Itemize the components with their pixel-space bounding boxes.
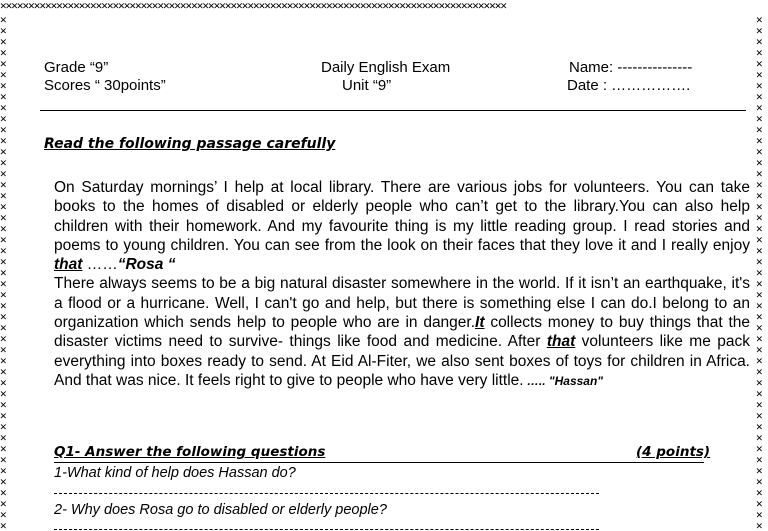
q1-underline [54, 462, 704, 463]
decorative-border-right: ✕ ✕ ✕ ✕ ✕ ✕ ✕ ✕ ✕ ✕ ✕ ✕ ✕ ✕ ✕ ✕ ✕ ✕ ✕ ✕ ✕ ✕ ✕ ✕ ✕ ✕ ✕ ✕ ✕ ✕ ✕ ✕ ✕ ✕ ✕ ✕ ✕ ✕ ✕ ✕ ✕ ✕ ✕ ✕ ✕ ✕ ✕ [756, 14, 763, 531]
passage-p1-text: On Saturday mornings’ I help at local library. There are various jobs for volunteers. You can take books to the homes of disabled or elderly people who can’t get to the library.You can also help children with their homework. And my favourite thing is my little reading group. I read stories and poems to young children. You can see from the look on their faces that they love it and I really enjoy [54, 179, 750, 254]
passage-p2-text-b: collects money to buy things that the disaster victims need to survive- things like food and medicine. After [54, 314, 751, 351]
passage-p2-text-c: volunteers like me pack everything into boxes ready to send. At Eid Al-Fiter, we also sent boxes of toys for children in Africa. And that was nice. It feels right to give to people who have very little. [54, 333, 750, 389]
answer-line-1[interactable] [54, 493, 599, 494]
unit-label: Unit “9” [342, 77, 392, 94]
date-field[interactable]: Date : ……………. [567, 77, 691, 94]
passage-p1-dots: …… [82, 256, 118, 274]
decorative-border-left: ✕ ✕ ✕ ✕ ✕ ✕ ✕ ✕ ✕ ✕ ✕ ✕ ✕ ✕ ✕ ✕ ✕ ✕ ✕ ✕ ✕ ✕ ✕ ✕ ✕ ✕ ✕ ✕ ✕ ✕ ✕ ✕ ✕ ✕ ✕ ✕ ✕ ✕ ✕ ✕ ✕ ✕ ✕ ✕ ✕ ✕ ✕ [0, 14, 7, 531]
passage-p2-it: It [475, 314, 485, 332]
question-1: 1-What kind of help does Hassan do? [54, 465, 296, 481]
header-divider [40, 110, 746, 111]
passage-p2-signature: "Hassan" [548, 373, 603, 388]
scores-label: Scores “ 30points” [44, 77, 166, 94]
decorative-border-top: ✕✕✕✕✕✕✕✕✕✕✕✕✕✕✕✕✕✕✕✕✕✕✕✕✕✕✕✕✕✕✕✕✕✕✕✕✕✕✕✕✕✕✕✕✕✕✕✕✕✕✕✕✕✕✕✕✕✕✕✕✕✕✕✕✕✕✕✕✕✕✕✕✕✕✕✕✕✕✕✕✕✕✕✕✕✕✕✕✕✕ [0, 0, 507, 12]
reading-passage [54, 178, 750, 391]
passage-p2-dots: ….. [523, 373, 549, 388]
answer-line-2[interactable] [54, 529, 599, 530]
grade-label: Grade “9” [44, 59, 109, 76]
passage-p1-that: that [54, 256, 83, 274]
passage-p1-signature: “Rosa “ [117, 256, 176, 274]
q1-points: (4 points) [636, 444, 711, 460]
question-2: 2- Why does Rosa go to disabled or elderly people? [54, 502, 387, 518]
exam-title: Daily English Exam [321, 59, 451, 76]
passage-p2-that: that [546, 333, 576, 351]
instruction-heading: Read the following passage carefully [44, 136, 336, 152]
name-field[interactable]: Name: --------------- [569, 59, 693, 76]
q1-title: Q1- Answer the following questions [54, 444, 326, 460]
passage-p2-text: There always seems to be a big natural disaster somewhere in the world. If it isn’t an earthquake, it's a flood or a hurricane. Well, I can't go and help, but there is something else I can do.I belong to an organization which sends help to people who are in danger. [54, 275, 750, 332]
